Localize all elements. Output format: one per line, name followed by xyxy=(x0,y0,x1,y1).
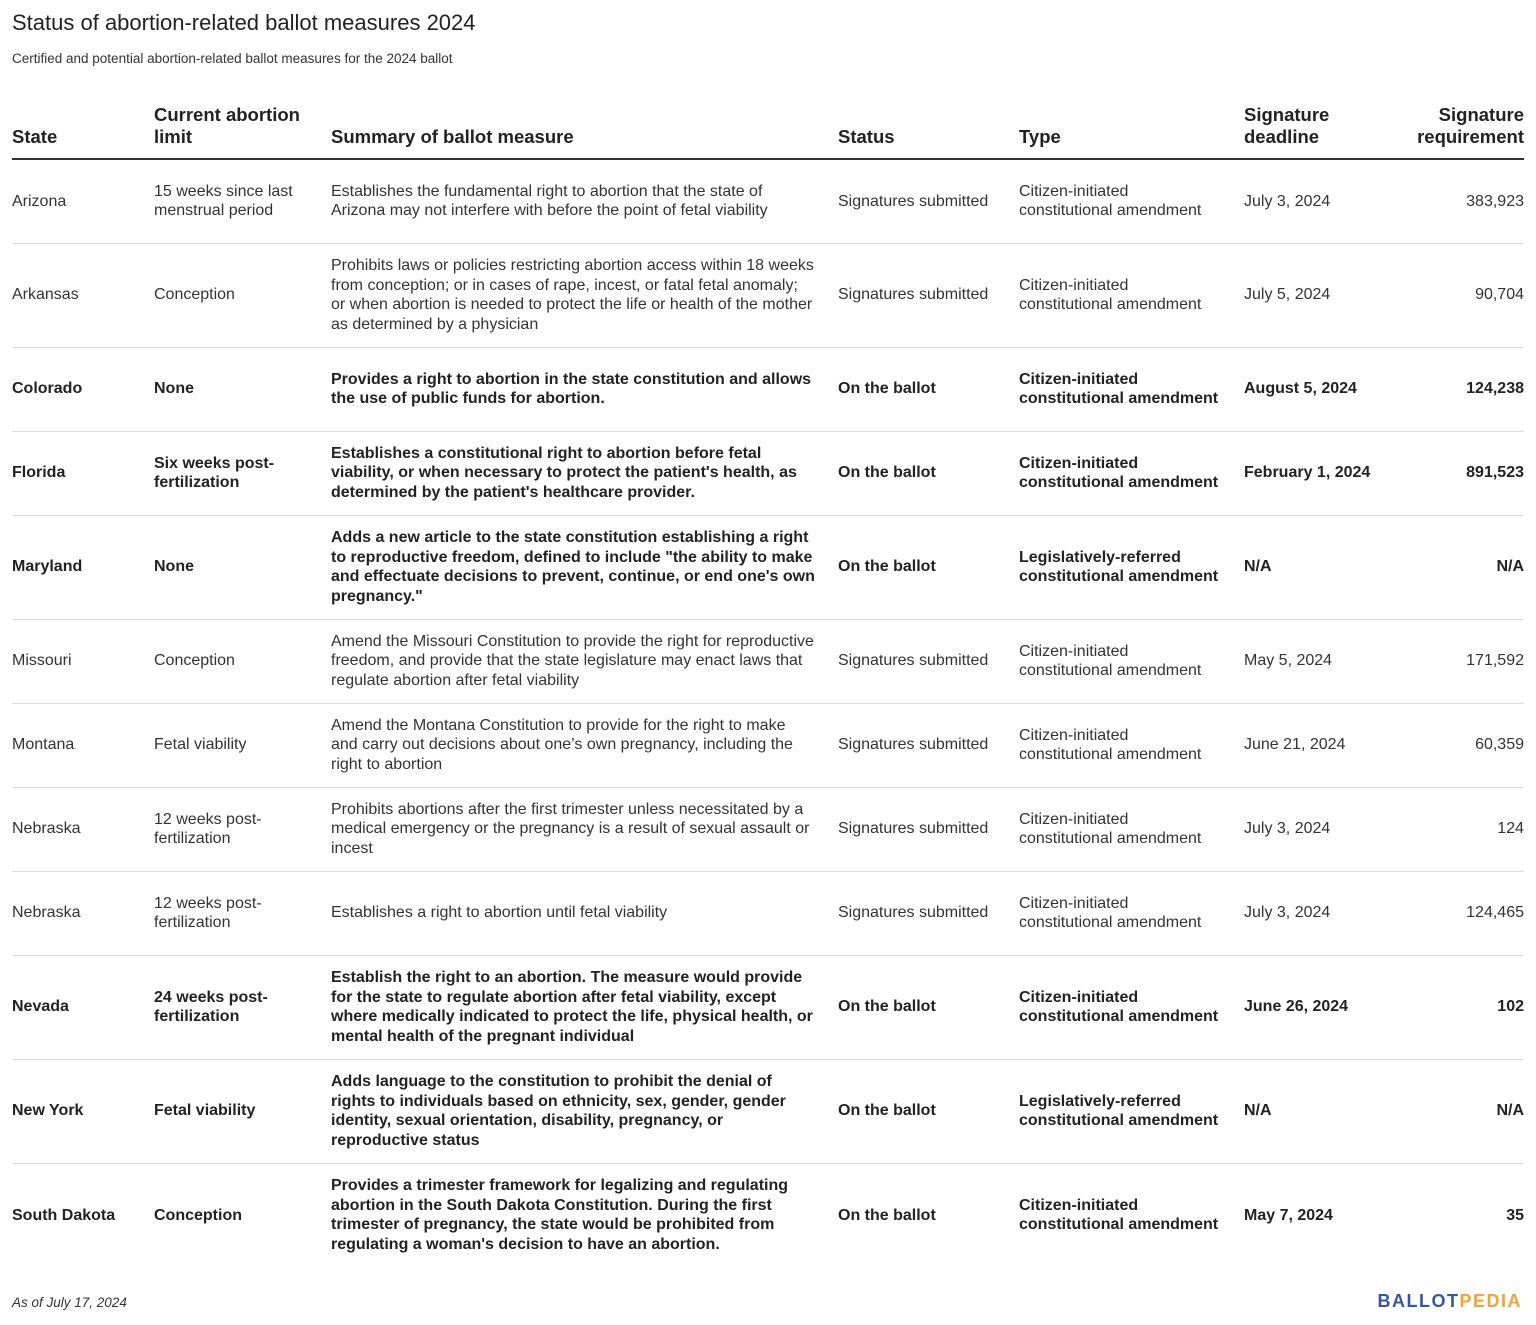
column-header-deadline: Signature deadline xyxy=(1244,96,1394,159)
table-row xyxy=(12,1163,1524,1267)
as-of-date: As of July 17, 2024 xyxy=(12,1295,127,1310)
cell-summary: Establishes the fundamental right to abortion that the state of Arizona may not interfere with before the point of fetal viability xyxy=(331,159,838,243)
cell-state: Missouri xyxy=(12,619,154,703)
table-row xyxy=(12,347,1524,431)
cell-requirement: 102 xyxy=(1394,955,1524,1059)
cell-requirement: 124 xyxy=(1394,787,1524,871)
cell-state: Nebraska xyxy=(12,787,154,871)
table-row xyxy=(12,159,1524,243)
cell-status: On the ballot xyxy=(838,1206,936,1224)
chart-title: Status of abortion-related ballot measures 2024 xyxy=(12,10,476,35)
cell-type: Citizen-initiated constitutional amendment xyxy=(1019,347,1244,431)
cell-deadline: July 5, 2024 xyxy=(1244,243,1394,347)
table-row xyxy=(12,431,1524,515)
cell-state: Montana xyxy=(12,703,154,787)
cell-status: On the ballot xyxy=(838,955,1019,1059)
cell-abortion-limit: 12 weeks post-fertilization xyxy=(154,787,331,871)
cell-requirement: 171,592 xyxy=(1394,619,1524,703)
table-row xyxy=(12,243,1524,347)
cell-abortion-limit: Conception xyxy=(154,1206,242,1224)
cell-deadline: July 3, 2024 xyxy=(1244,787,1394,871)
table-row xyxy=(12,871,1524,955)
cell-deadline: February 1, 2024 xyxy=(1244,431,1394,515)
column-header-state: State xyxy=(12,96,154,159)
cell-state: Florida xyxy=(12,431,154,515)
cell-summary: Amend the Missouri Constitution to provide the right for reproductive freedom, and provide that the state legislature may enact laws that regulate abortion after fetal viability xyxy=(331,619,838,703)
cell-type: Legislatively-referred constitutional amendment xyxy=(1019,515,1244,619)
cell-abortion-limit: 12 weeks post-fertilization xyxy=(154,871,331,955)
cell-status: On the ballot xyxy=(838,1059,1019,1163)
cell-status: Signatures submitted xyxy=(838,787,1019,871)
cell-requirement: 383,923 xyxy=(1394,159,1524,243)
table-row xyxy=(12,787,1524,871)
cell-abortion-limit: 15 weeks since last menstrual period xyxy=(154,159,331,243)
cell-state: Arizona xyxy=(12,159,154,243)
logo-text-pedia: PEDIA xyxy=(1459,1291,1522,1311)
cell-status: Signatures submitted xyxy=(838,243,1019,347)
cell-abortion-limit: None xyxy=(154,347,331,431)
cell-summary: Adds language to the constitution to prohibit the denial of rights to individuals based on ethnicity, sex, gender, gender identity, sexual orientation, disability, pregnancy, or reproductive status xyxy=(331,1059,838,1163)
logo-text-ballot: BALLOT xyxy=(1377,1291,1460,1311)
cell-requirement: 60,359 xyxy=(1394,703,1524,787)
cell-type: Citizen-initiated constitutional amendment xyxy=(1019,159,1244,243)
table-row xyxy=(12,515,1524,619)
cell-deadline: June 26, 2024 xyxy=(1244,955,1394,1059)
cell-summary: Provides a right to abortion in the state constitution and allows the use of public funds for abortion. xyxy=(331,347,838,431)
cell-abortion-limit: 24 weeks post-fertilization xyxy=(154,955,331,1059)
cell-state: South Dakota xyxy=(12,1206,116,1224)
cell-summary: Establishes a constitutional right to abortion before fetal viability, or when necessary to protect the patient's health, as determined by the patient's healthcare provider. xyxy=(331,431,838,515)
cell-type: Citizen-initiated constitutional amendment xyxy=(1019,787,1244,871)
cell-deadline: N/A xyxy=(1244,1059,1394,1163)
cell-requirement: 35 xyxy=(1506,1206,1524,1224)
ballot-measures-table xyxy=(12,96,1524,1267)
cell-requirement: 124,465 xyxy=(1394,871,1524,955)
cell-deadline: July 3, 2024 xyxy=(1244,159,1394,243)
column-header-summary: Summary of ballot measure xyxy=(331,96,838,159)
cell-requirement: 891,523 xyxy=(1394,431,1524,515)
cell-deadline: July 3, 2024 xyxy=(1244,871,1394,955)
cell-type: Citizen-initiated constitutional amendment xyxy=(1019,871,1244,955)
cell-abortion-limit: Six weeks post-fertilization xyxy=(154,431,331,515)
cell-requirement: N/A xyxy=(1394,1059,1524,1163)
column-header-limit: Current abortion limit xyxy=(154,96,331,159)
cell-state: New York xyxy=(12,1059,154,1163)
column-header-requirement: Signature requirement xyxy=(1394,96,1524,159)
cell-requirement: 124,238 xyxy=(1394,347,1524,431)
table-row xyxy=(12,703,1524,787)
cell-state: Colorado xyxy=(12,347,154,431)
cell-deadline: N/A xyxy=(1244,515,1394,619)
cell-abortion-limit: Fetal viability xyxy=(154,1059,331,1163)
cell-status: Signatures submitted xyxy=(838,619,1019,703)
cell-type: Citizen-initiated constitutional amendment xyxy=(1019,703,1244,787)
cell-type: Legislatively-referred constitutional amendment xyxy=(1019,1059,1244,1163)
table-body xyxy=(12,159,1524,1267)
cell-abortion-limit: Conception xyxy=(154,619,331,703)
cell-summary: Prohibits abortions after the first trimester unless necessitated by a medical emergency or the pregnancy is a result of sexual assault or incest xyxy=(331,787,838,871)
cell-requirement: N/A xyxy=(1394,515,1524,619)
cell-summary: Adds a new article to the state constitution establishing a right to reproductive freedom, defined to include "the ability to make and effectuate decisions to prevent, continue, or end one's own pregnancy." xyxy=(331,515,838,619)
cell-abortion-limit: Fetal viability xyxy=(154,703,331,787)
cell-type: Citizen-initiated constitutional amendment xyxy=(1019,243,1244,347)
cell-deadline: May 7, 2024 xyxy=(1244,1206,1333,1224)
cell-state: Nebraska xyxy=(12,871,154,955)
cell-status: On the ballot xyxy=(838,347,1019,431)
column-header-type: Type xyxy=(1019,96,1244,159)
cell-type: Citizen-initiated constitutional amendment xyxy=(1019,1196,1219,1234)
cell-summary: Provides a trimester framework for legalizing and regulating abortion in the South Dakota Constitution. During the first trimester of pregnancy, the state would be prohibited from regulating a woman's decision to have an abortion. xyxy=(331,1177,789,1253)
cell-state: Maryland xyxy=(12,515,154,619)
chart-subtitle: Certified and potential abortion-related ballot measures for the 2024 ballot xyxy=(12,51,453,66)
cell-abortion-limit: Conception xyxy=(154,243,331,347)
column-header-status: Status xyxy=(838,96,1019,159)
table-row xyxy=(12,1059,1524,1163)
cell-summary: Establish the right to an abortion. The measure would provide for the state to regulate abortion after fetal viability, except where medically indicated to protect the life, physical health, or mental health of the pregnant individual xyxy=(331,955,838,1059)
cell-status: On the ballot xyxy=(838,431,1019,515)
cell-status: On the ballot xyxy=(838,515,1019,619)
cell-state: Arkansas xyxy=(12,243,154,347)
cell-deadline: June 21, 2024 xyxy=(1244,703,1394,787)
cell-type: Citizen-initiated constitutional amendment xyxy=(1019,955,1244,1059)
cell-requirement: 90,704 xyxy=(1394,243,1524,347)
cell-type: Citizen-initiated constitutional amendment xyxy=(1019,431,1244,515)
cell-summary: Establishes a right to abortion until fetal viability xyxy=(331,871,838,955)
cell-status: Signatures submitted xyxy=(838,871,1019,955)
cell-status: Signatures submitted xyxy=(838,703,1019,787)
ballotpedia-logo xyxy=(1378,1291,1523,1312)
table-row xyxy=(12,955,1524,1059)
table-header-row xyxy=(12,96,1524,159)
cell-type: Citizen-initiated constitutional amendment xyxy=(1019,619,1244,703)
cell-deadline: May 5, 2024 xyxy=(1244,619,1394,703)
cell-summary: Amend the Montana Constitution to provide for the right to make and carry out decisions about one’s own pregnancy, including the right to abortion xyxy=(331,703,838,787)
cell-summary: Prohibits laws or policies restricting abortion access within 18 weeks from conception; or in cases of rape, incest, or fatal fetal anomaly; or when abortion is needed to protect the life or health of the mother as determined by a physician xyxy=(331,243,838,347)
cell-abortion-limit: None xyxy=(154,515,331,619)
table-row xyxy=(12,619,1524,703)
cell-state: Nevada xyxy=(12,955,154,1059)
cell-deadline: August 5, 2024 xyxy=(1244,347,1394,431)
cell-status: Signatures submitted xyxy=(838,159,1019,243)
